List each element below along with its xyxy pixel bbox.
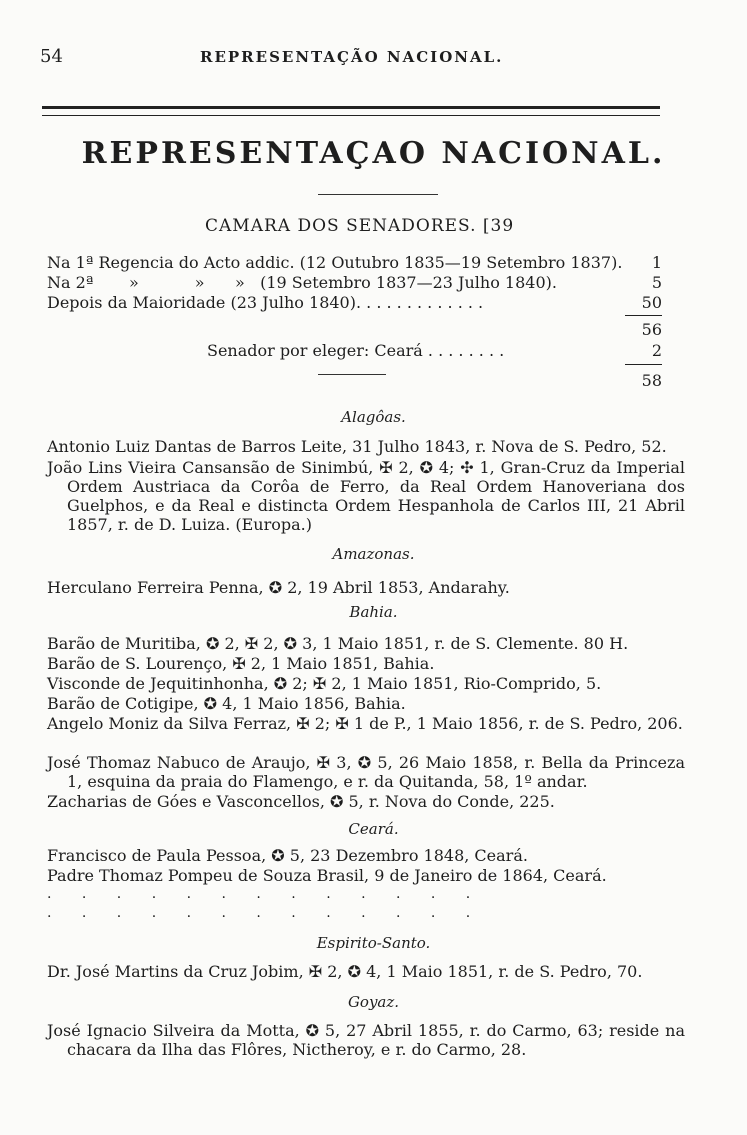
province-heading-goyaz: Goyaz. <box>347 993 400 1011</box>
senator-entry: Visconde de Jequitinhonha, ✪ 2; ✠ 2, 1 Maio 1851, Rio-Comprido, 5. <box>47 674 602 693</box>
senator-entry: Zacharias de Góes e Vasconcellos, ✪ 5, r. Nova do Conde, 225. <box>47 792 555 811</box>
province-heading-amazonas: Amazonas. <box>332 545 415 563</box>
senator-entry: José Ignacio Silveira da Motta, ✪ 5, 27 Abril 1855, r. do Carmo, 63; reside na chacara da Ilha das Flôres, Nictheroy, e r. do Carmo, 28. <box>47 1021 685 1059</box>
sum-rule <box>625 315 662 316</box>
province-heading-espirito-santo: Espirito-Santo. <box>316 934 431 952</box>
senator-entry: Barão de S. Lourenço, ✠ 2, 1 Maio 1851, Bahia. <box>47 654 435 673</box>
province-heading-ceara: Ceará. <box>348 820 399 838</box>
senator-entry: Angelo Moniz da Silva Ferraz, ✠ 2; ✠ 1 de P., 1 Maio 1856, r. de S. Pedro, 206. <box>47 714 683 733</box>
senator-entry: Herculano Ferreira Penna, ✪ 2, 19 Abril 1853, Andarahy. <box>47 578 510 597</box>
summary-row <box>47 341 662 361</box>
vacancy-dots: . . . . . . . . . . . . . <box>47 886 484 902</box>
title-divider <box>318 194 438 195</box>
summary-value: 1 <box>651 253 662 272</box>
page-title: REPRESENTAÇAO NACIONAL. <box>81 136 666 171</box>
vacancy-dots: . . . . . . . . . . . . . <box>47 905 484 921</box>
sum-rule <box>625 364 662 365</box>
summary-total <box>47 371 662 391</box>
summary-label: Na 1ª Regencia do Acto addic. (12 Outubro 1835—19 Setembro 1837). <box>47 253 623 272</box>
province-heading-bahia: Bahia. <box>349 603 398 621</box>
header-double-rule <box>42 106 660 116</box>
page-number: 54 <box>40 46 63 67</box>
summary-value: 58 <box>641 371 662 390</box>
senator-entry: João Lins Vieira Cansansão de Sinimbú, ✠ 2, ✪ 4; ✣ 1, Gran-Cruz da Imperial Ordem Austriaca da Corôa de Ferro, da Real Ordem Hanoveriana dos Guelphos, e da Real e distincta Ordem Hespanhola de Carlos III, 21 Abril 1857, r. de D. Luiza. (Europa.) <box>47 458 685 534</box>
senator-entry: Antonio Luiz Dantas de Barros Leite, 31 Julho 1843, r. Nova de S. Pedro, 52. <box>47 437 667 456</box>
summary-value: 2 <box>651 341 662 360</box>
summary-value: 5 <box>651 273 662 292</box>
province-heading-alagoas: Alagôas. <box>341 408 406 426</box>
senator-entry: Dr. José Martins da Cruz Jobim, ✠ 2, ✪ 4, 1 Maio 1851, r. de S. Pedro, 70. <box>47 962 643 981</box>
senator-entry: Francisco de Paula Pessoa, ✪ 5, 23 Dezembro 1848, Ceará. <box>47 846 528 865</box>
summary-value: 50 <box>641 293 662 312</box>
senator-entry: Padre Thomaz Pompeu de Souza Brasil, 9 de Janeiro de 1864, Ceará. <box>47 866 607 885</box>
senator-entry: Barão de Muritiba, ✪ 2, ✠ 2, ✪ 3, 1 Maio 1851, r. de S. Clemente. 80 H. <box>47 634 629 653</box>
summary-subtotal <box>47 320 662 340</box>
section-heading: CAMARA DOS SENADORES. [39 <box>205 216 515 236</box>
summary-value: 56 <box>641 320 662 339</box>
summary-row <box>47 293 662 313</box>
running-title: REPRESENTAÇÃO NACIONAL. <box>200 48 504 66</box>
summary-row <box>47 273 662 293</box>
running-header <box>0 46 747 76</box>
summary-label: Depois da Maioridade (23 Julho 1840). . . . . . . . . . . . . <box>47 293 484 312</box>
senator-entry: Barão de Cotigipe, ✪ 4, 1 Maio 1856, Bahia. <box>47 694 406 713</box>
senator-entry: José Thomaz Nabuco de Araujo, ✠ 3, ✪ 5, 26 Maio 1858, r. Bella da Princeza 1, esquina da praia do Flamengo, e r. da Quitanda, 58, 1º andar. <box>47 753 685 791</box>
summary-label: Na 2ª » » » (19 Setembro 1837—23 Julho 1840). <box>47 273 557 292</box>
summary-row <box>47 253 662 273</box>
summary-label: Senador por eleger: Ceará . . . . . . . . <box>207 341 505 360</box>
